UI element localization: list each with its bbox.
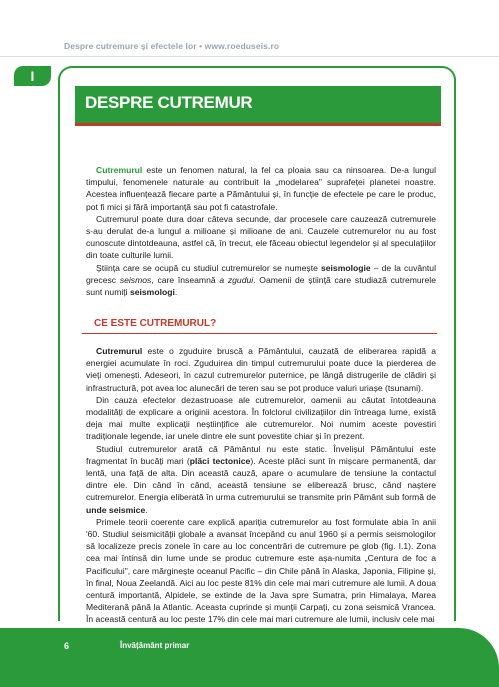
running-header: Despre cutremure și efectele lor • www.roeduseis.ro [64,41,280,51]
body-paragraph-2: Din cauza efectelor dezastruoase ale cutremurelor, oamenii au căutat întotdeauna modalități de explicare a originii acestora. În folclorul civilizațiilor din întreaga lume, există deja mai multe explicații neștiințifice ale cutremurelor. Noi numim aceste povestiri tradiționale legende, iar unele dintre ele sunt povestite chiar și în prezent. [86,394,436,442]
section-title: CE ESTE CUTREMURUL? [94,318,217,329]
term-unde-seismice: unde seismice [86,504,146,515]
chapter-tab: I [14,66,51,86]
intro-paragraph-1: Cutremurul este un fenomen natural, la fel ca ploaia sau ca ninsoarea. De-a lungul timpului, fenomenele naturale au contribuit la „modelarea" suprafeței planetei noastre. Acestea influențează fiecare parte a Pământului și, în funcție de efectele pe care le produc, pot fi mici și fără importanță sau pot fi catastrofale. [86,165,436,212]
term-placi-tectonice: plăci tectonice [189,455,251,466]
body-paragraph-4: Primele teorii coerente care explică apariția cutremurelor au fost formulate abia în anii '60. Studiul seismicității globale a avansat începând cu anul 1960 și a permis seismologilor să localizeze precis zonele în care au loc concentrări de cutremure pe glob (fig. I.1). Zona cea mai întinsă din lume unde se produc cutremure este așa-numita „Centura de foc a Pacificului", care mărginește oceanul Pacific – din Chile până în Alaska, Japonia, Filipine și, în final, Noua Zeelandă. Aici au loc peste 81% din cele mai mari cutremure ale lumii. A doua centură importantă, Alpidele, se extinde de la Java spre Sumatra, prin Himalaya, Marea Mediterană până la Atlantic. Aceasta cuprinde și munții Carpați, cu zona seismică Vrancea. În această centură au loc peste 17% din cele mai mari cutremure ale lumii, inclusiv cele mai [86,516,436,625]
term-seismologi: seismologi [129,287,175,298]
section-heading [82,316,437,334]
intro-text [86,164,436,298]
page-number: 6 [64,641,70,651]
intro-paragraph-2: Cutremurul poate dura doar câteva secunde, dar procesele care cauzează cutremurele s-au derulat de-a lungul a milioane și milioane de ani. Cauzele cutremurelor nu au fost cunoscute dintotdeauna, astfel că, în trecut, ele făceau obiectul legendelor și al speculațiilor din toate culturile lumii. [86,213,436,261]
chapter-banner [75,86,441,126]
body-paragraph-1: Cutremurul este o zguduire bruscă a Pământului, cauzată de eliberarea rapidă a energiei acumulate în roci. Zguduirea din timpul cutremurului poate duce la pierderea de vieți omenești. Adeseori, în cazul cutremurelor puternice, pe lângă distrugerile de clădiri și infrastructură, pot avea loc alunecări de teren sau se pot produce valuri uriașe (tsunami). [86,346,436,393]
term-cutremurul-2: Cutremurul [96,346,143,356]
term-seismologie: seismologie [320,262,371,273]
body-paragraph-3: Studiul cutremurelor arată că Pământul nu este static. Învelișul Pământului este fragmentat în bucăți mari (plăci tectonice). Aceste plăci sunt în mișcare permanentă, dar lentă, una față de alta. Din această cauză, apare o acumulare de tensiune la contactul dintre ele. Din când în când, această tensiune se eliberează brusc, când naștere cutremurelor. Energia eliberată în urma cutremurului se transmite prin Pământ sub formă de unde seismice. [86,443,436,515]
intro-paragraph-3: Știința care se ocupă cu studiul cutremurelor se numește seismologie – de la cuvântul grecesc seismos, care înseamnă a zgudui. Oamenii de știință care studiază cutremurele sunt numiți seismologi. [86,262,436,298]
header-divider [0,56,499,57]
footer-band [0,628,499,687]
chapter-title: DESPRE CUTREMUR [85,93,253,112]
body-text [86,345,436,626]
footer-label: Învățământ primar [120,641,190,650]
term-cutremurul: Cutremurul [96,165,143,175]
